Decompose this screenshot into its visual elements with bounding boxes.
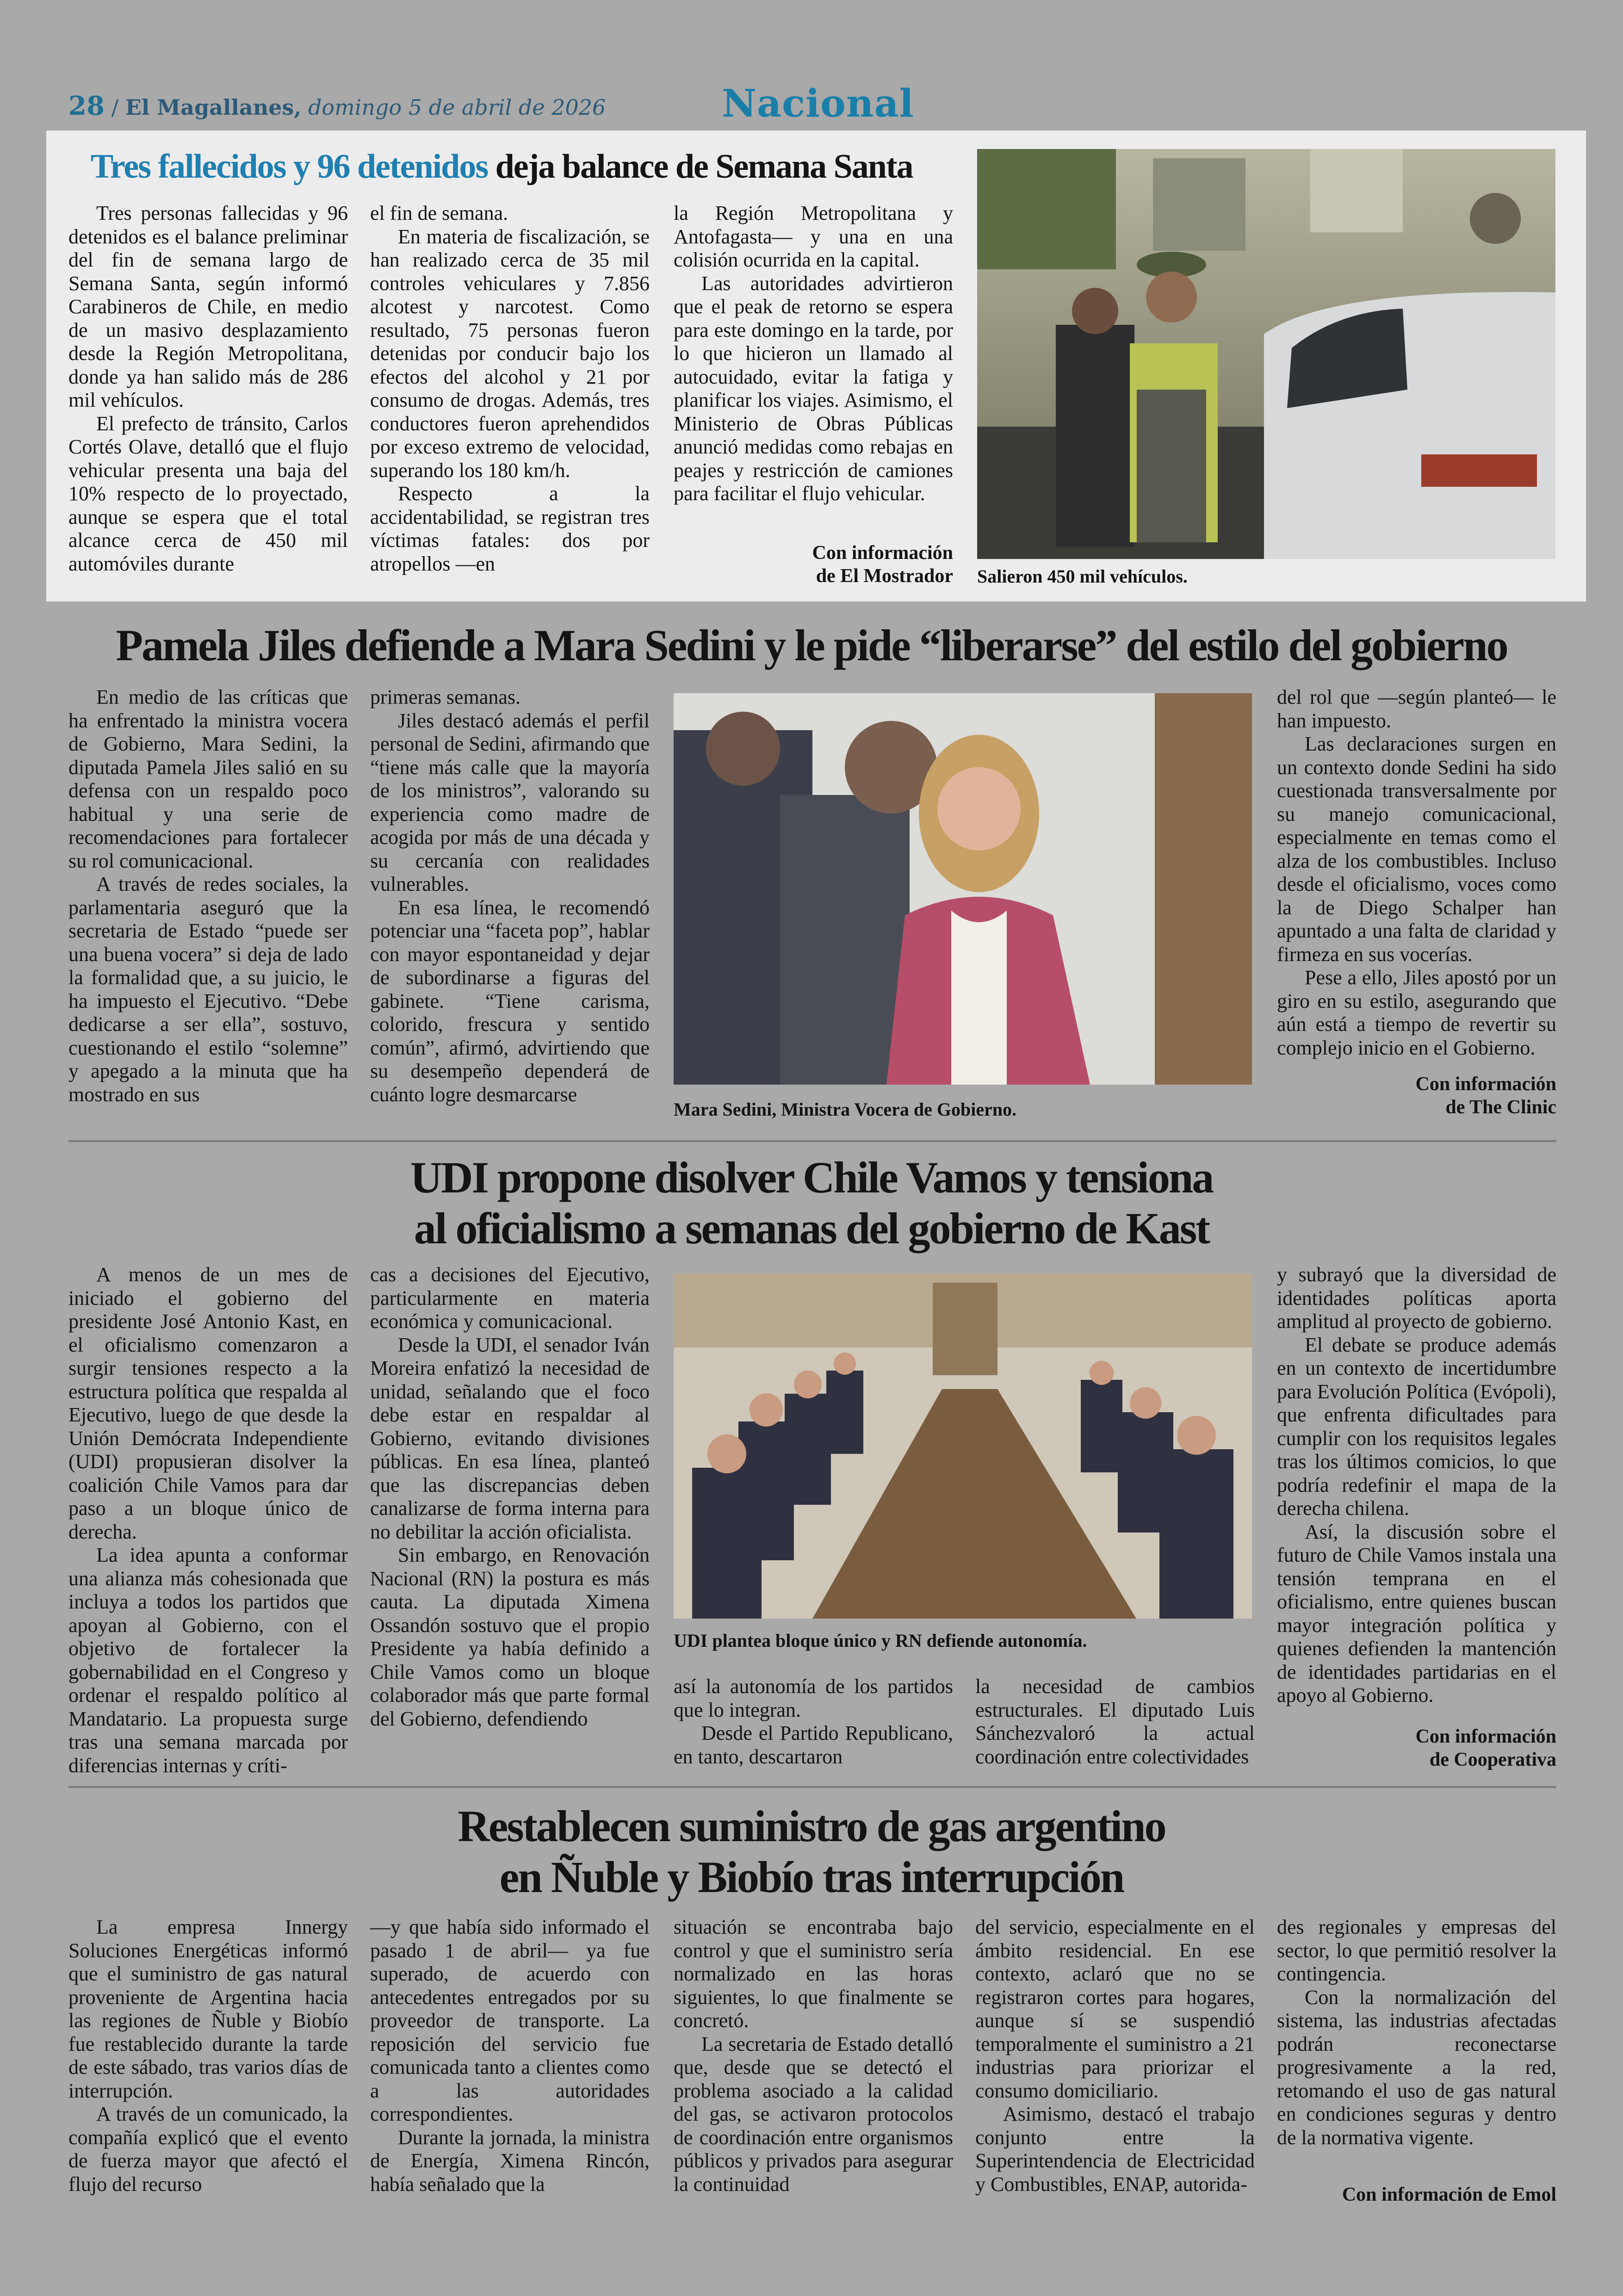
- paragraph: situación se encontraba bajo control y que el suministro sería normalizado en las horas siguientes, lo que finalmente se concretó.: [674, 1916, 953, 2032]
- article-1-caption: Salieron 450 mil vehículos.: [977, 566, 1188, 587]
- article-2-title: Pamela Jiles defiende a Mara Sedini y le pide “liberarse” del estilo del gobierno: [116, 621, 1507, 670]
- paragraph: A través de redes sociales, la parlamentaria aseguró que la secretaria de Estado “puede ser una buena vocera” si deja de lado la formalidad que, a su juicio, le ha impuesto el Ejecutivo. “Debe dedicarse a ser ella”, sostuvo, cuestionando el estilo “solemne” y apegado a la minuta que ha mostrado en sus: [68, 873, 348, 1106]
- credit-line: Con información: [1415, 1726, 1556, 1747]
- paragraph: Durante la jornada, la ministra de Energía, Ximena Rincón, había señalado que la: [370, 2126, 650, 2196]
- section-title: Nacional: [722, 81, 914, 126]
- paragraph: el fin de semana.: [370, 202, 508, 224]
- section-divider: [68, 1140, 1556, 1142]
- article-1-credit: [674, 541, 953, 588]
- paragraph: En esa línea, le recomendó potenciar una “faceta pop”, hablar con mayor espontaneidad y dejar de subordinarse a figuras del gabinete. “Tiene carisma, colorido, frescura y sentido común”, afirmó, advirtiendo que su desempeño dependerá de cuánto logre desmarcarse: [370, 896, 650, 1106]
- article-4-column-1: [68, 1916, 348, 2196]
- article-2-credit: [1277, 1073, 1556, 1119]
- paragraph: Asimismo, destacó el trabajo conjunto entre la Superintendencia de Electricidad y Combustibles, ENAP, autorida-: [975, 2103, 1255, 2196]
- article-3-column-3b: [975, 1675, 1255, 1769]
- article-2-caption: Mara Sedini, Ministra Vocera de Gobierno.: [674, 1099, 1017, 1120]
- credit-line: Con información: [1415, 1074, 1556, 1095]
- article-2-column-3: [1277, 686, 1556, 1060]
- article-3-photo: [674, 1273, 1252, 1619]
- article-3-column-4: [1277, 1263, 1556, 1707]
- paragraph: la necesidad de cambios estructurales. El diputado Luis Sánchezvaloró la actual coordinación entre colectividades: [975, 1675, 1255, 1768]
- article-1-title: [91, 147, 913, 186]
- article-1-title-rest: deja balance de Semana Santa: [495, 148, 913, 186]
- paragraph: Tres personas fallecidas y 96 detenidos es el balance preliminar del fin de semana largo de Semana Santa, según informó Carabineros de Chile, en medio de un masivo desplazamiento desde la Región Metropolitana, donde ya han salido más de 286 mil vehículos.: [68, 202, 348, 411]
- article-4-column-4: [975, 1916, 1255, 2196]
- article-3-column-2: [370, 1263, 650, 1731]
- paragraph: Pese a ello, Jiles apostó por un giro en su estilo, asegurando que aún está a tiempo de revertir su complejo inicio en el Gobierno.: [1277, 966, 1556, 1059]
- article-4-column-5: [1277, 1916, 1556, 2149]
- article-2-photo: [674, 693, 1252, 1085]
- paragraph: En medio de las críticas que ha enfrentado la ministra vocera de Gobierno, Mara Sedini, la diputada Pamela Jiles salió en su defensa con un respaldo poco habitual y una serie de recomendaciones para fortalecer su rol comunicacional.: [68, 686, 348, 872]
- article-3-column-3a: [674, 1675, 953, 1769]
- traffic-checkpoint-photo: [977, 149, 1555, 559]
- paragraph: La secretaria de Estado detalló que, desde que se detectó el problema asociado a la calidad del gas, se activaron protocolos de coordinación entre organismos públicos y privados para asegurar la continuidad: [674, 2032, 953, 2196]
- article-1-photo: [977, 149, 1555, 559]
- paragraph: Respecto a la accidentabilidad, se registran tres víctimas fatales: dos por atropellos —en: [370, 482, 650, 575]
- paragraph: cas a decisiones del Ejecutivo, particularmente en materia económica y comunicacional.: [370, 1263, 650, 1333]
- article-4-column-2: [370, 1916, 650, 2196]
- paragraph: El prefecto de tránsito, Carlos Cortés Olave, detalló que el flujo vehicular presenta una baja del 10% respecto de lo proyectado, aunque se espera que el total alcance cerca de 450 mil automóviles durante: [68, 412, 348, 575]
- header-separator: /: [111, 95, 119, 120]
- paragraph: A menos de un mes de iniciado el gobierno del presidente José Antonio Kast, en el oficialismo comenzaron a surgir tensiones respecto a la estructura política que respalda al Ejecutivo, luego de que desde la Unión Demócrata Independiente (UDI) propusieran disolver la coalición Chile Vamos para dar paso a un bloque único de derecha.: [68, 1263, 348, 1543]
- paragraph: Sin embargo, en Renovación Nacional (RN) la postura es más cauta. La diputada Ximena Ossandón sostuvo que el propio Presidente ya había definido a Chile Vamos como un bloque colaborador más que parte formal del Gobierno, defendiendo: [370, 1544, 650, 1730]
- paragraph: primeras semanas.: [370, 686, 520, 708]
- page-header: [68, 91, 606, 121]
- paragraph: En materia de fiscalización, se han realizado cerca de 35 mil controles vehiculares y 7.856 alcotest y narcotest. Como resultado, 75 personas fueron detenidas por conducir bajo los efectos del alcohol y 21 por consumo de drogas. Además, tres conductores fueron aprehendidos por exceso extremo de velocidad, superando los 180 km/h.: [370, 225, 650, 482]
- article-2-column-2: [370, 686, 650, 1106]
- title-line: UDI propone disolver Chile Vamos y tensiona: [410, 1153, 1213, 1202]
- article-1-title-highlight: Tres fallecidos y 96 detenidos: [91, 148, 488, 186]
- paragraph: Desde el Partido Republicano, en tanto, descartaron: [674, 1722, 953, 1768]
- article-4-title: [46, 1801, 1577, 1903]
- article-1-column-1: [68, 202, 348, 576]
- article-2-column-1: [68, 686, 348, 1106]
- title-line: en Ñuble y Biobío tras interrupción: [499, 1852, 1124, 1902]
- article-1-column-3: [674, 202, 953, 506]
- paragraph: El debate se produce además en un contexto de incertidumbre para Evolución Política (Evópoli), que enfrenta dificultades para cumplir con los requisitos legales tras los últimos comicios, lo que podría redefinir el mapa de la derecha chilena.: [1277, 1333, 1556, 1520]
- paragraph: Jiles destacó además el perfil personal de Sedini, afirmando que “tiene más calle que la mayoría de los ministros”, valorando su experiencia como madre de acogida por más de una década y su cercanía con realidades vulnerables.: [370, 709, 650, 895]
- paragraph: La idea apunta a conformar una alianza más cohesionada que incluya a todos los partidos que apoyan al Gobierno, con el objetivo de fortalecer la gobernabilidad en el Congreso y ordenar el respaldo político al Mandatario. La propuesta surge tras una semana marcada por diferencias internas y críti-: [68, 1544, 348, 1777]
- publication-name: El Magallanes,: [125, 95, 302, 120]
- paragraph: la Región Metropolitana y Antofagasta— y una en una colisión ocurrida en la capital.: [674, 202, 953, 271]
- article-4-credit: Con información de Emol: [1342, 2184, 1556, 2205]
- meeting-room-photo: [674, 1273, 1252, 1619]
- paragraph: del rol que —según planteó— le han impuesto.: [1277, 686, 1556, 732]
- credit-line: de The Clinic: [1445, 1097, 1556, 1118]
- credit-line: de Cooperativa: [1429, 1749, 1556, 1770]
- paragraph: Desde la UDI, el senador Iván Moreira enfatizó la necesidad de unidad, señalando que el foco debe estar en respaldar al Gobierno, evitando divisiones públicas. En esa línea, planteó que las discrepancias deben canalizarse de forma interna para no debilitar la acción oficialista.: [370, 1333, 650, 1543]
- paragraph: Las autoridades advirtieron que el peak de retorno se espera para este domingo en la tarde, por lo que hicieron un llamado al autocuidado, evitar la fatiga y planificar los viajes. Asimismo, el Ministerio de Obras Públicas anunció medidas como rebajas en peajes y restricción de camiones para facilitar el flujo vehicular.: [674, 272, 953, 505]
- section-divider: [68, 1786, 1556, 1788]
- paragraph: des regionales y empresas del sector, lo que permitió resolver la contingencia.: [1277, 1916, 1556, 1985]
- paragraph: y subrayó que la diversidad de identidades políticas aporta amplitud al proyecto de gobierno.: [1277, 1263, 1556, 1333]
- credit-line: de El Mostrador: [816, 565, 953, 587]
- minister-portrait-photo: [674, 693, 1252, 1085]
- article-3-title: [46, 1152, 1577, 1254]
- paragraph: —y que había sido informado el pasado 1 de abril— ya fue superado, de acuerdo con antecedentes entregados por su proveedor de transporte. La reposición del servicio fue comunicada tanto a clientes como a las autoridades correspondientes.: [370, 1916, 650, 2125]
- paragraph: Las declaraciones surgen en un contexto donde Sedini ha sido cuestionada transversalmente por su manejo comunicacional, especialmente en temas como el alza de los combustibles. Incluso desde el oficialismo, voces como la de Diego Schalper han apuntado a una falta de claridad y firmeza en sus vocerías.: [1277, 732, 1556, 966]
- article-3-column-1: [68, 1263, 348, 1777]
- paragraph: del servicio, especialmente en el ámbito residencial. En ese contexto, aclaró que no se registraron cortes para hogares, aunque sí se suspendió temporalmente el suministro a 21 industrias para priorizar el consumo domiciliario.: [975, 1916, 1255, 2102]
- title-line: al oficialismo a semanas del gobierno de Kast: [414, 1204, 1209, 1253]
- paragraph: así la autonomía de los partidos que lo integran.: [674, 1675, 953, 1721]
- paragraph: A través de un comunicado, la compañía explicó que el evento de fuerza mayor que afectó el flujo del recurso: [68, 2103, 348, 2196]
- article-3-credit: [1277, 1725, 1556, 1771]
- paragraph: La empresa Innergy Soluciones Energéticas informó que el suministro de gas natural proveniente de Argentina hacia las regiones de Ñuble y Biobío fue restablecido durante la tarde de este sábado, tras varios días de interrupción.: [68, 1916, 348, 2102]
- title-line: Restablecen suministro de gas argentino: [458, 1801, 1165, 1851]
- article-3-caption: UDI plantea bloque único y RN defiende autonomía.: [674, 1630, 1087, 1651]
- article-1-column-2: [370, 202, 650, 576]
- article-4-column-3: [674, 1916, 953, 2196]
- paragraph: Así, la discusión sobre el futuro de Chile Vamos instala una tensión temprana en el oficialismo, entre quienes buscan mayor integración política y quienes defienden la mantención de identidades partidarias en el apoyo al Gobierno.: [1277, 1520, 1556, 1706]
- paragraph: Con la normalización del sistema, las industrias afectadas podrán reconectarse progresivamente a la red, retomando el uso de gas natural en condiciones seguras y dentro de la normativa vigente.: [1277, 1986, 1556, 2149]
- publication-date: domingo 5 de abril de 2026: [308, 95, 606, 120]
- credit-line: Con información: [812, 542, 953, 564]
- page-number: 28: [68, 91, 105, 121]
